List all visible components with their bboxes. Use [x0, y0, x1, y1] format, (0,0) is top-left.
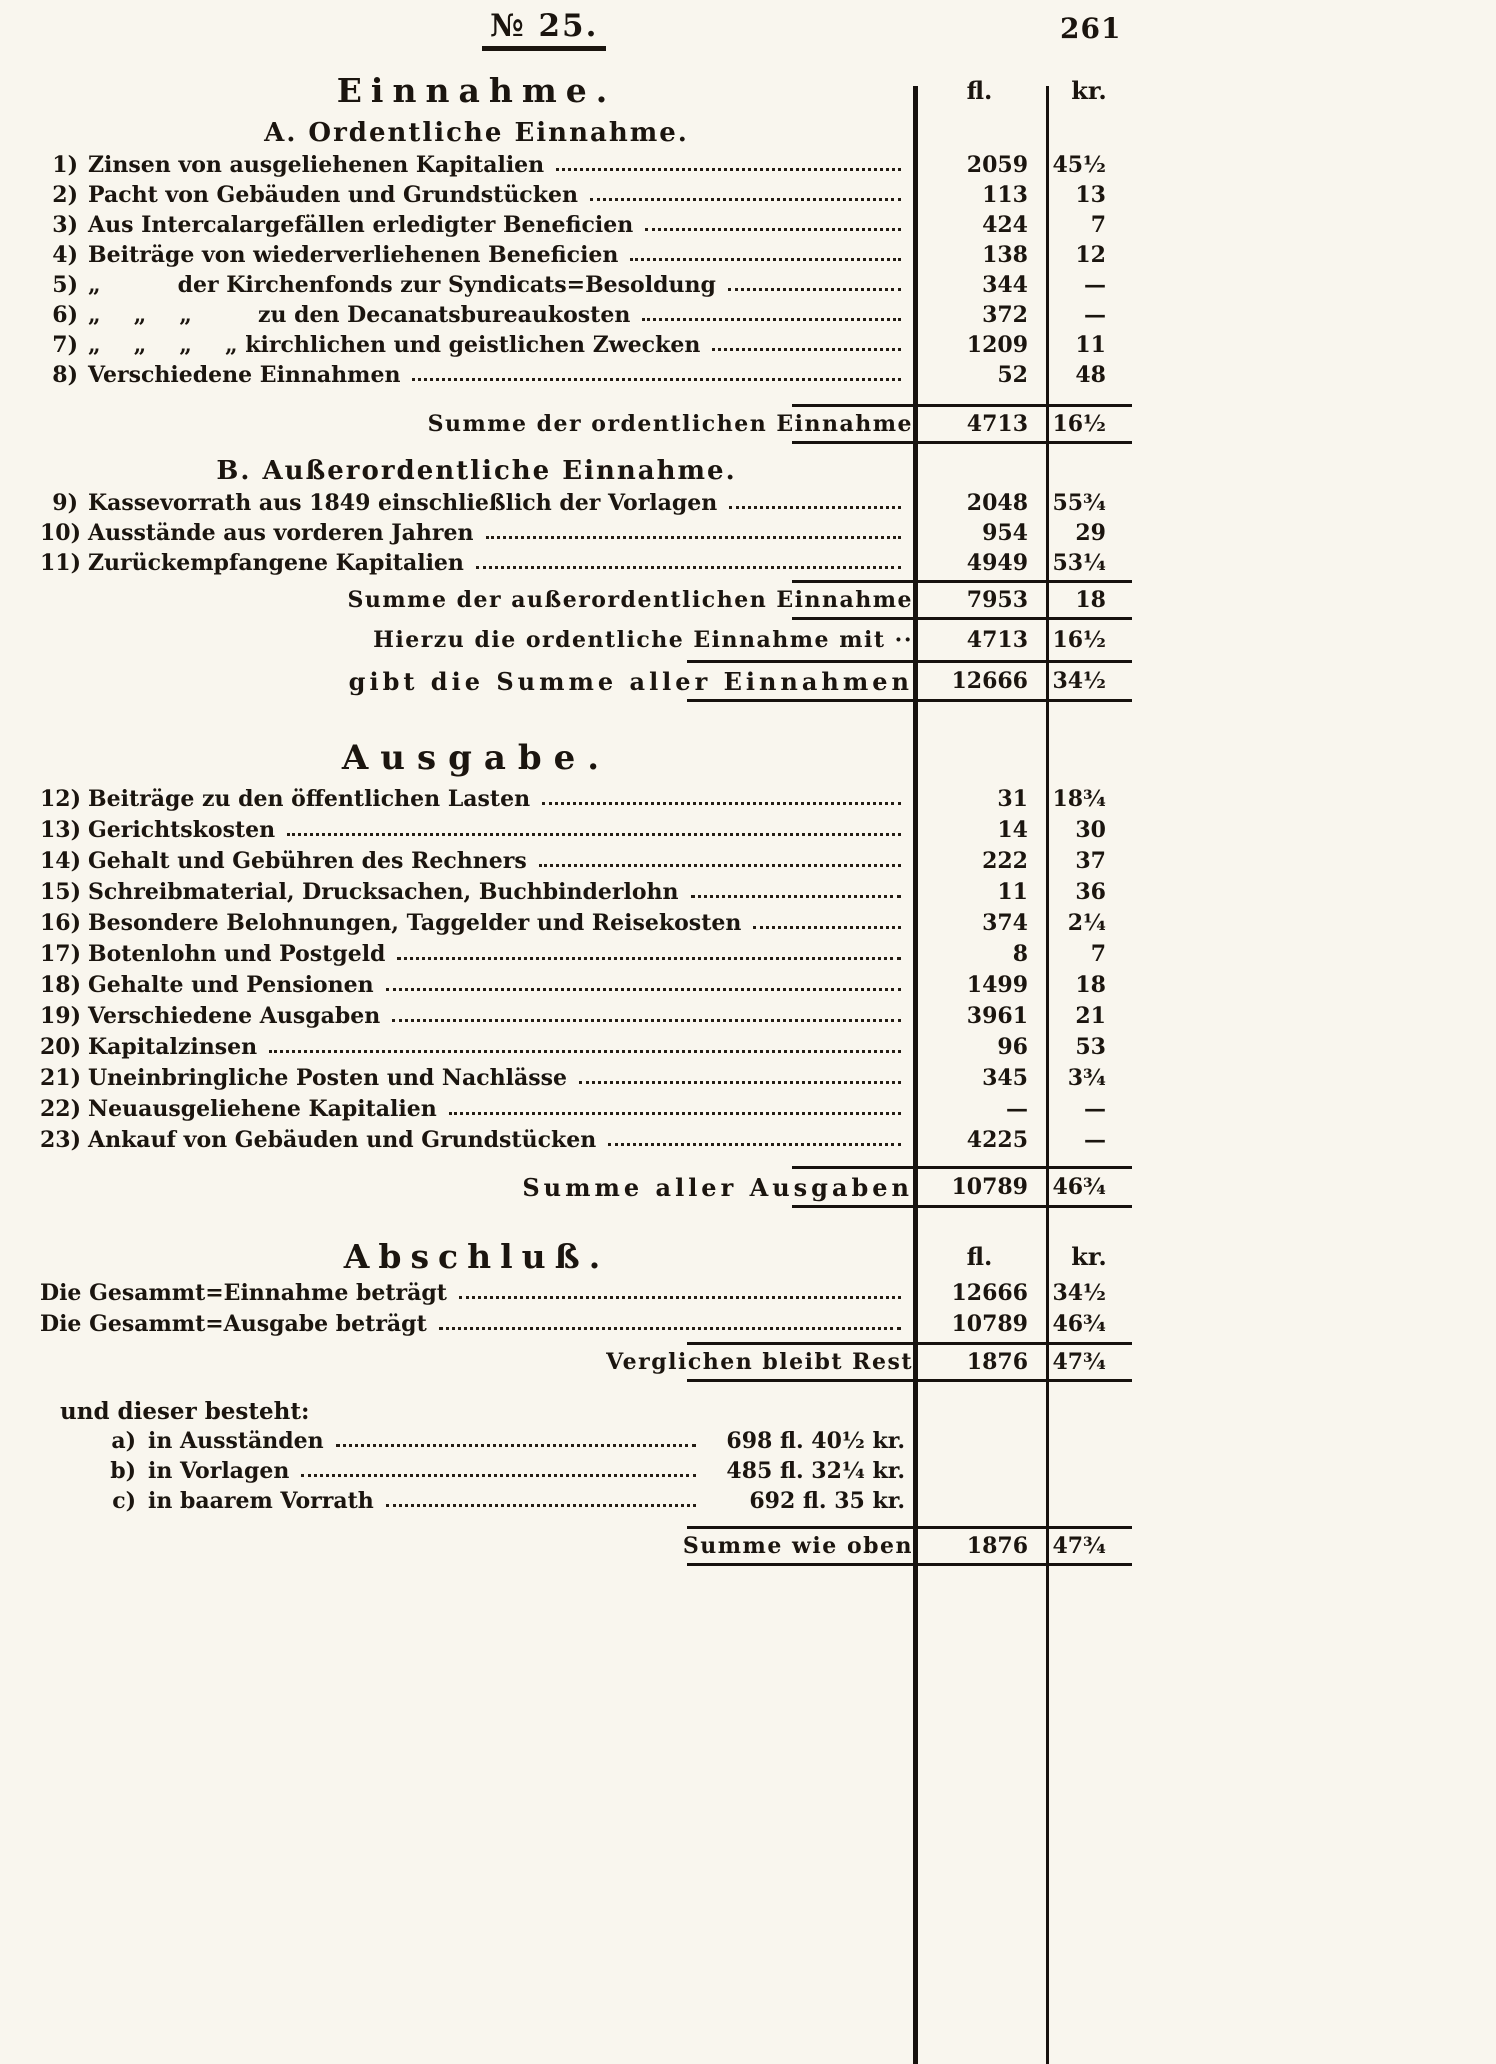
dotted-leader [287, 833, 901, 836]
row-amount: 698 fl. 40½ kr. [726, 1428, 905, 1454]
amount-kr: — [1084, 1096, 1106, 1122]
ledger-row [40, 1311, 1132, 1342]
amount-kr: 46¾ [1052, 1311, 1106, 1337]
amount-kr: 48 [1075, 362, 1106, 388]
amount-fl: 52 [997, 362, 1028, 388]
row-number: 20) [40, 1034, 82, 1060]
amount-fl: 222 [982, 848, 1028, 874]
abschluss-rows [40, 1280, 1132, 1342]
row-number: 7) [52, 332, 78, 358]
row-label: Aus Intercalargefällen erledigter Beneficien [88, 212, 634, 238]
amount-fl: 424 [982, 212, 1028, 238]
row-label: Gehalte und Pensionen [88, 972, 374, 998]
ledger-row [40, 212, 1132, 242]
amount-fl: 31 [997, 786, 1028, 812]
amount-kr: 36 [1075, 879, 1106, 905]
amount-kr: 7 [1090, 941, 1106, 967]
amount-kr: — [1084, 272, 1106, 298]
amount-fl: 7953 [966, 587, 1028, 613]
row-number: 11) [40, 550, 82, 576]
ledger-row [40, 272, 1132, 302]
spacer [40, 702, 1132, 738]
amount-fl: 345 [982, 1065, 1028, 1091]
ledger-row [40, 817, 1132, 848]
amount-fl: 12666 [951, 1280, 1028, 1306]
row-label: Ausstände aus vorderen Jahren [88, 520, 474, 546]
dotted-leader [386, 1504, 696, 1507]
row-label: Kapitalzinsen [88, 1034, 258, 1060]
dotted-leader [301, 1474, 696, 1477]
row-label: in baarem Vorrath [148, 1488, 374, 1514]
sum-label: Summe der ordentlichen Einnahme [427, 411, 913, 437]
amount-kr: 18¾ [1052, 786, 1106, 812]
amount-fl: 1876 [966, 1349, 1028, 1375]
dotted-leader [459, 1296, 901, 1299]
column-header-fl: fl. [966, 75, 993, 105]
amount-kr: 53¼ [1052, 550, 1106, 576]
row-number: 21) [40, 1065, 82, 1091]
row-number: 17) [40, 941, 82, 967]
amount-kr: — [1084, 1127, 1106, 1153]
ledger-row [40, 1034, 1132, 1065]
amount-kr: 16½ [1052, 411, 1106, 437]
dotted-leader [728, 288, 901, 291]
amount-kr: 12 [1075, 242, 1106, 268]
row-label: „ „ „ zu den Decanatsbureaukosten [88, 302, 631, 328]
dotted-leader [269, 1050, 901, 1053]
row-label: Besondere Belohnungen, Taggelder und Reisekosten [88, 910, 742, 936]
ledger-row [40, 972, 1132, 1003]
final-sum-label: Summe wie oben [682, 1533, 913, 1559]
sum-label: Summe der außerordentlichen Einnahme [347, 587, 913, 613]
row-label: „ „ „ „ kirchlichen und geistlichen Zwecken [88, 332, 701, 358]
einnahme-header-row [40, 66, 1132, 114]
row-number: 4) [52, 242, 78, 268]
amount-kr: 3¾ [1067, 1065, 1106, 1091]
besteht-intro: und dieser besteht: [60, 1398, 310, 1425]
page-number: 261 [1060, 12, 1122, 45]
row-number: 10) [40, 520, 82, 546]
amount-fl: 138 [982, 242, 1028, 268]
amount-fl: — [1006, 1096, 1028, 1122]
amount-kr: 47¾ [1052, 1533, 1106, 1559]
amount-fl: 8 [1012, 941, 1028, 967]
ledger-row [40, 490, 1132, 520]
amount-fl: 113 [982, 182, 1028, 208]
ledger-row [40, 879, 1132, 910]
row-label: Zurückempfangene Kapitalien [88, 550, 464, 576]
abschluss-header-row [40, 1232, 1132, 1280]
row-number: 23) [40, 1127, 82, 1153]
amount-kr: 55¾ [1052, 490, 1106, 516]
dotted-leader [579, 1081, 901, 1084]
column-header-kr: kr. [1071, 1241, 1107, 1271]
row-label: Schreibmaterial, Drucksachen, Buchbinderlohn [88, 879, 679, 905]
amount-kr: 53 [1075, 1034, 1106, 1060]
row-label: Die Gesammt=Einnahme beträgt [40, 1280, 447, 1306]
carry-row-hierzu [40, 620, 1132, 660]
amount-kr: 34½ [1052, 668, 1106, 694]
row-number: 16) [40, 910, 82, 936]
amount-fl: 4949 [966, 550, 1028, 576]
amount-fl: 4225 [966, 1127, 1028, 1153]
dotted-leader [608, 1143, 901, 1146]
spacer [40, 1382, 1132, 1398]
ledger-row [40, 848, 1132, 879]
einnahme-a-rows [40, 152, 1132, 392]
ledger-row [40, 362, 1132, 392]
row-label: Botenlohn und Postgeld [88, 941, 386, 967]
amount-kr: — [1084, 302, 1106, 328]
ledger-row [40, 152, 1132, 182]
amount-fl: 10789 [951, 1311, 1028, 1337]
dotted-leader [486, 536, 902, 539]
ledger-row [40, 1096, 1132, 1127]
spacer [40, 1208, 1132, 1232]
row-number: 9) [52, 490, 78, 516]
amount-fl: 1499 [966, 972, 1028, 998]
row-amount: 692 fl. 35 kr. [749, 1488, 905, 1514]
amount-kr: 37 [1075, 848, 1106, 874]
column-header-fl: fl. [966, 1241, 993, 1271]
amount-kr: 2¼ [1067, 910, 1106, 936]
row-label: „ der Kirchenfonds zur Syndicats=Besoldung [88, 272, 716, 298]
ledger-row [40, 242, 1132, 272]
amount-fl: 344 [982, 272, 1028, 298]
besteht-row [40, 1428, 1132, 1458]
dotted-leader [539, 864, 901, 867]
amount-fl: 12666 [951, 668, 1028, 694]
amount-fl: 1876 [966, 1533, 1028, 1559]
row-label: Zinsen von ausgeliehenen Kapitalien [88, 152, 545, 178]
row-label: Kassevorrath aus 1849 einschließlich der Vorlagen [88, 490, 718, 516]
besteht-rows [40, 1428, 1132, 1518]
amount-kr: 29 [1075, 520, 1106, 546]
amount-fl: 3961 [966, 1003, 1028, 1029]
row-number: 18) [40, 972, 82, 998]
ledger-row [40, 182, 1132, 212]
amount-fl: 4713 [966, 627, 1028, 653]
carry-label: Hierzu die ordentliche Einnahme mit ·· [373, 627, 913, 653]
spacer [40, 392, 1132, 404]
row-number: 12) [40, 786, 82, 812]
row-label: Verschiedene Ausgaben [88, 1003, 381, 1029]
rest-label: Verglichen bleibt Rest [606, 1349, 913, 1375]
spacer [40, 1158, 1132, 1166]
row-number: 22) [40, 1096, 82, 1122]
sum-row-ausgaben [40, 1166, 1132, 1208]
row-label: Neuausgeliehene Kapitalien [88, 1096, 437, 1122]
ledger-row [40, 1280, 1132, 1311]
ledger-row [40, 550, 1132, 580]
dotted-leader [542, 802, 901, 805]
total-label: gibt die Summe aller Einnahmen [348, 666, 913, 696]
row-label: Die Gesammt=Ausgabe beträgt [40, 1311, 427, 1337]
besteht-row [40, 1488, 1132, 1518]
section-title-abschluss: Abschluß. [343, 1236, 610, 1276]
row-label: Ankauf von Gebäuden und Grundstücken [88, 1127, 597, 1153]
amount-fl: 10789 [951, 1174, 1028, 1200]
dotted-leader [691, 895, 901, 898]
dotted-leader [630, 258, 901, 261]
amount-fl: 2059 [966, 152, 1028, 178]
amount-fl: 1209 [966, 332, 1028, 358]
section-title-einnahme: Einnahme. [336, 70, 617, 110]
row-number: 13) [40, 817, 82, 843]
amount-fl: 2048 [966, 490, 1028, 516]
row-label: in Ausständen [148, 1428, 324, 1454]
ledger-row [40, 332, 1132, 362]
dotted-leader [386, 988, 901, 991]
sum-row-ordentliche [40, 404, 1132, 444]
total-row-einnahmen [40, 660, 1132, 702]
row-number: 5) [52, 272, 78, 298]
ledger-row [40, 1127, 1132, 1158]
dotted-leader [449, 1112, 901, 1115]
amount-kr: 21 [1075, 1003, 1106, 1029]
row-letter: a) [111, 1428, 136, 1454]
row-label: Pacht von Gebäuden und Grundstücken [88, 182, 578, 208]
row-number: 15) [40, 879, 82, 905]
amount-fl: 372 [982, 302, 1028, 328]
row-number: 2) [52, 182, 78, 208]
ledger-row [40, 520, 1132, 550]
issue-number: № 25. [482, 8, 606, 51]
dotted-leader [642, 318, 901, 321]
row-label: Beiträge von wiederverliehenen Beneficien [88, 242, 619, 268]
row-label: Beiträge zu den öffentlichen Lasten [88, 786, 531, 812]
row-number: 3) [52, 212, 78, 238]
ledger-row [40, 302, 1132, 332]
amount-kr: 18 [1075, 587, 1106, 613]
ledger-row [40, 1065, 1132, 1096]
amount-fl: 11 [997, 879, 1028, 905]
amount-kr: 46¾ [1052, 1174, 1106, 1200]
amount-fl: 374 [982, 910, 1028, 936]
dotted-leader [590, 198, 901, 201]
ledger-row [40, 910, 1132, 941]
ledger-row [40, 941, 1132, 972]
amount-fl: 954 [982, 520, 1028, 546]
amount-fl: 14 [997, 817, 1028, 843]
row-number: 1) [52, 152, 78, 178]
dotted-leader [645, 228, 901, 231]
dotted-leader [476, 566, 901, 569]
row-number: 19) [40, 1003, 82, 1029]
dotted-leader [439, 1327, 901, 1330]
row-number: 6) [52, 302, 78, 328]
ledger-row [40, 786, 1132, 817]
spacer [40, 1518, 1132, 1526]
row-label: Gerichtskosten [88, 817, 276, 843]
ledger-row [40, 1003, 1132, 1034]
amount-kr: 13 [1075, 182, 1106, 208]
final-sum-row [40, 1526, 1132, 1566]
amount-kr: 30 [1075, 817, 1106, 843]
amount-kr: 7 [1090, 212, 1106, 238]
column-header-kr: kr. [1071, 75, 1107, 105]
section-title-ausgabe: Ausgabe. [341, 738, 612, 778]
dotted-leader [712, 348, 901, 351]
amount-kr: 45½ [1052, 152, 1106, 178]
row-number: 8) [52, 362, 78, 388]
amount-kr: 11 [1075, 332, 1106, 358]
einnahme-b-rows [40, 490, 1132, 580]
spacer [40, 778, 1132, 786]
amount-kr: 18 [1075, 972, 1106, 998]
ausgabe-rows [40, 786, 1132, 1158]
amount-fl: 96 [997, 1034, 1028, 1060]
amount-kr: 16½ [1052, 627, 1106, 653]
sum-row-ausserordentliche [40, 580, 1132, 620]
amount-fl: 4713 [966, 411, 1028, 437]
dotted-leader [556, 168, 901, 171]
sum-label: Summe aller Ausgaben [522, 1172, 913, 1202]
row-letter: b) [110, 1458, 136, 1484]
spacer [40, 444, 1132, 452]
dotted-leader [392, 1019, 901, 1022]
row-label: Uneinbringliche Posten und Nachlässe [88, 1065, 567, 1091]
rest-row [40, 1342, 1132, 1382]
besteht-row [40, 1458, 1132, 1488]
row-amount: 485 fl. 32¼ kr. [726, 1458, 905, 1484]
subsection-title-ordentliche: A. Ordentliche Einnahme. [264, 118, 689, 148]
row-label: Verschiedene Einnahmen [88, 362, 401, 388]
subsection-title-ausserordentliche: B. Außerordentliche Einnahme. [216, 456, 737, 486]
dotted-leader [729, 506, 901, 509]
row-label: Gehalt und Gebühren des Rechners [88, 848, 527, 874]
amount-kr: 47¾ [1052, 1349, 1106, 1375]
row-letter: c) [112, 1488, 136, 1514]
dotted-leader [412, 378, 901, 381]
dotted-leader [397, 957, 901, 960]
amount-kr: 34½ [1052, 1280, 1106, 1306]
row-label: in Vorlagen [148, 1458, 290, 1484]
dotted-leader [753, 926, 901, 929]
ledger-table [40, 66, 1132, 1566]
dotted-leader [336, 1444, 696, 1447]
row-number: 14) [40, 848, 82, 874]
